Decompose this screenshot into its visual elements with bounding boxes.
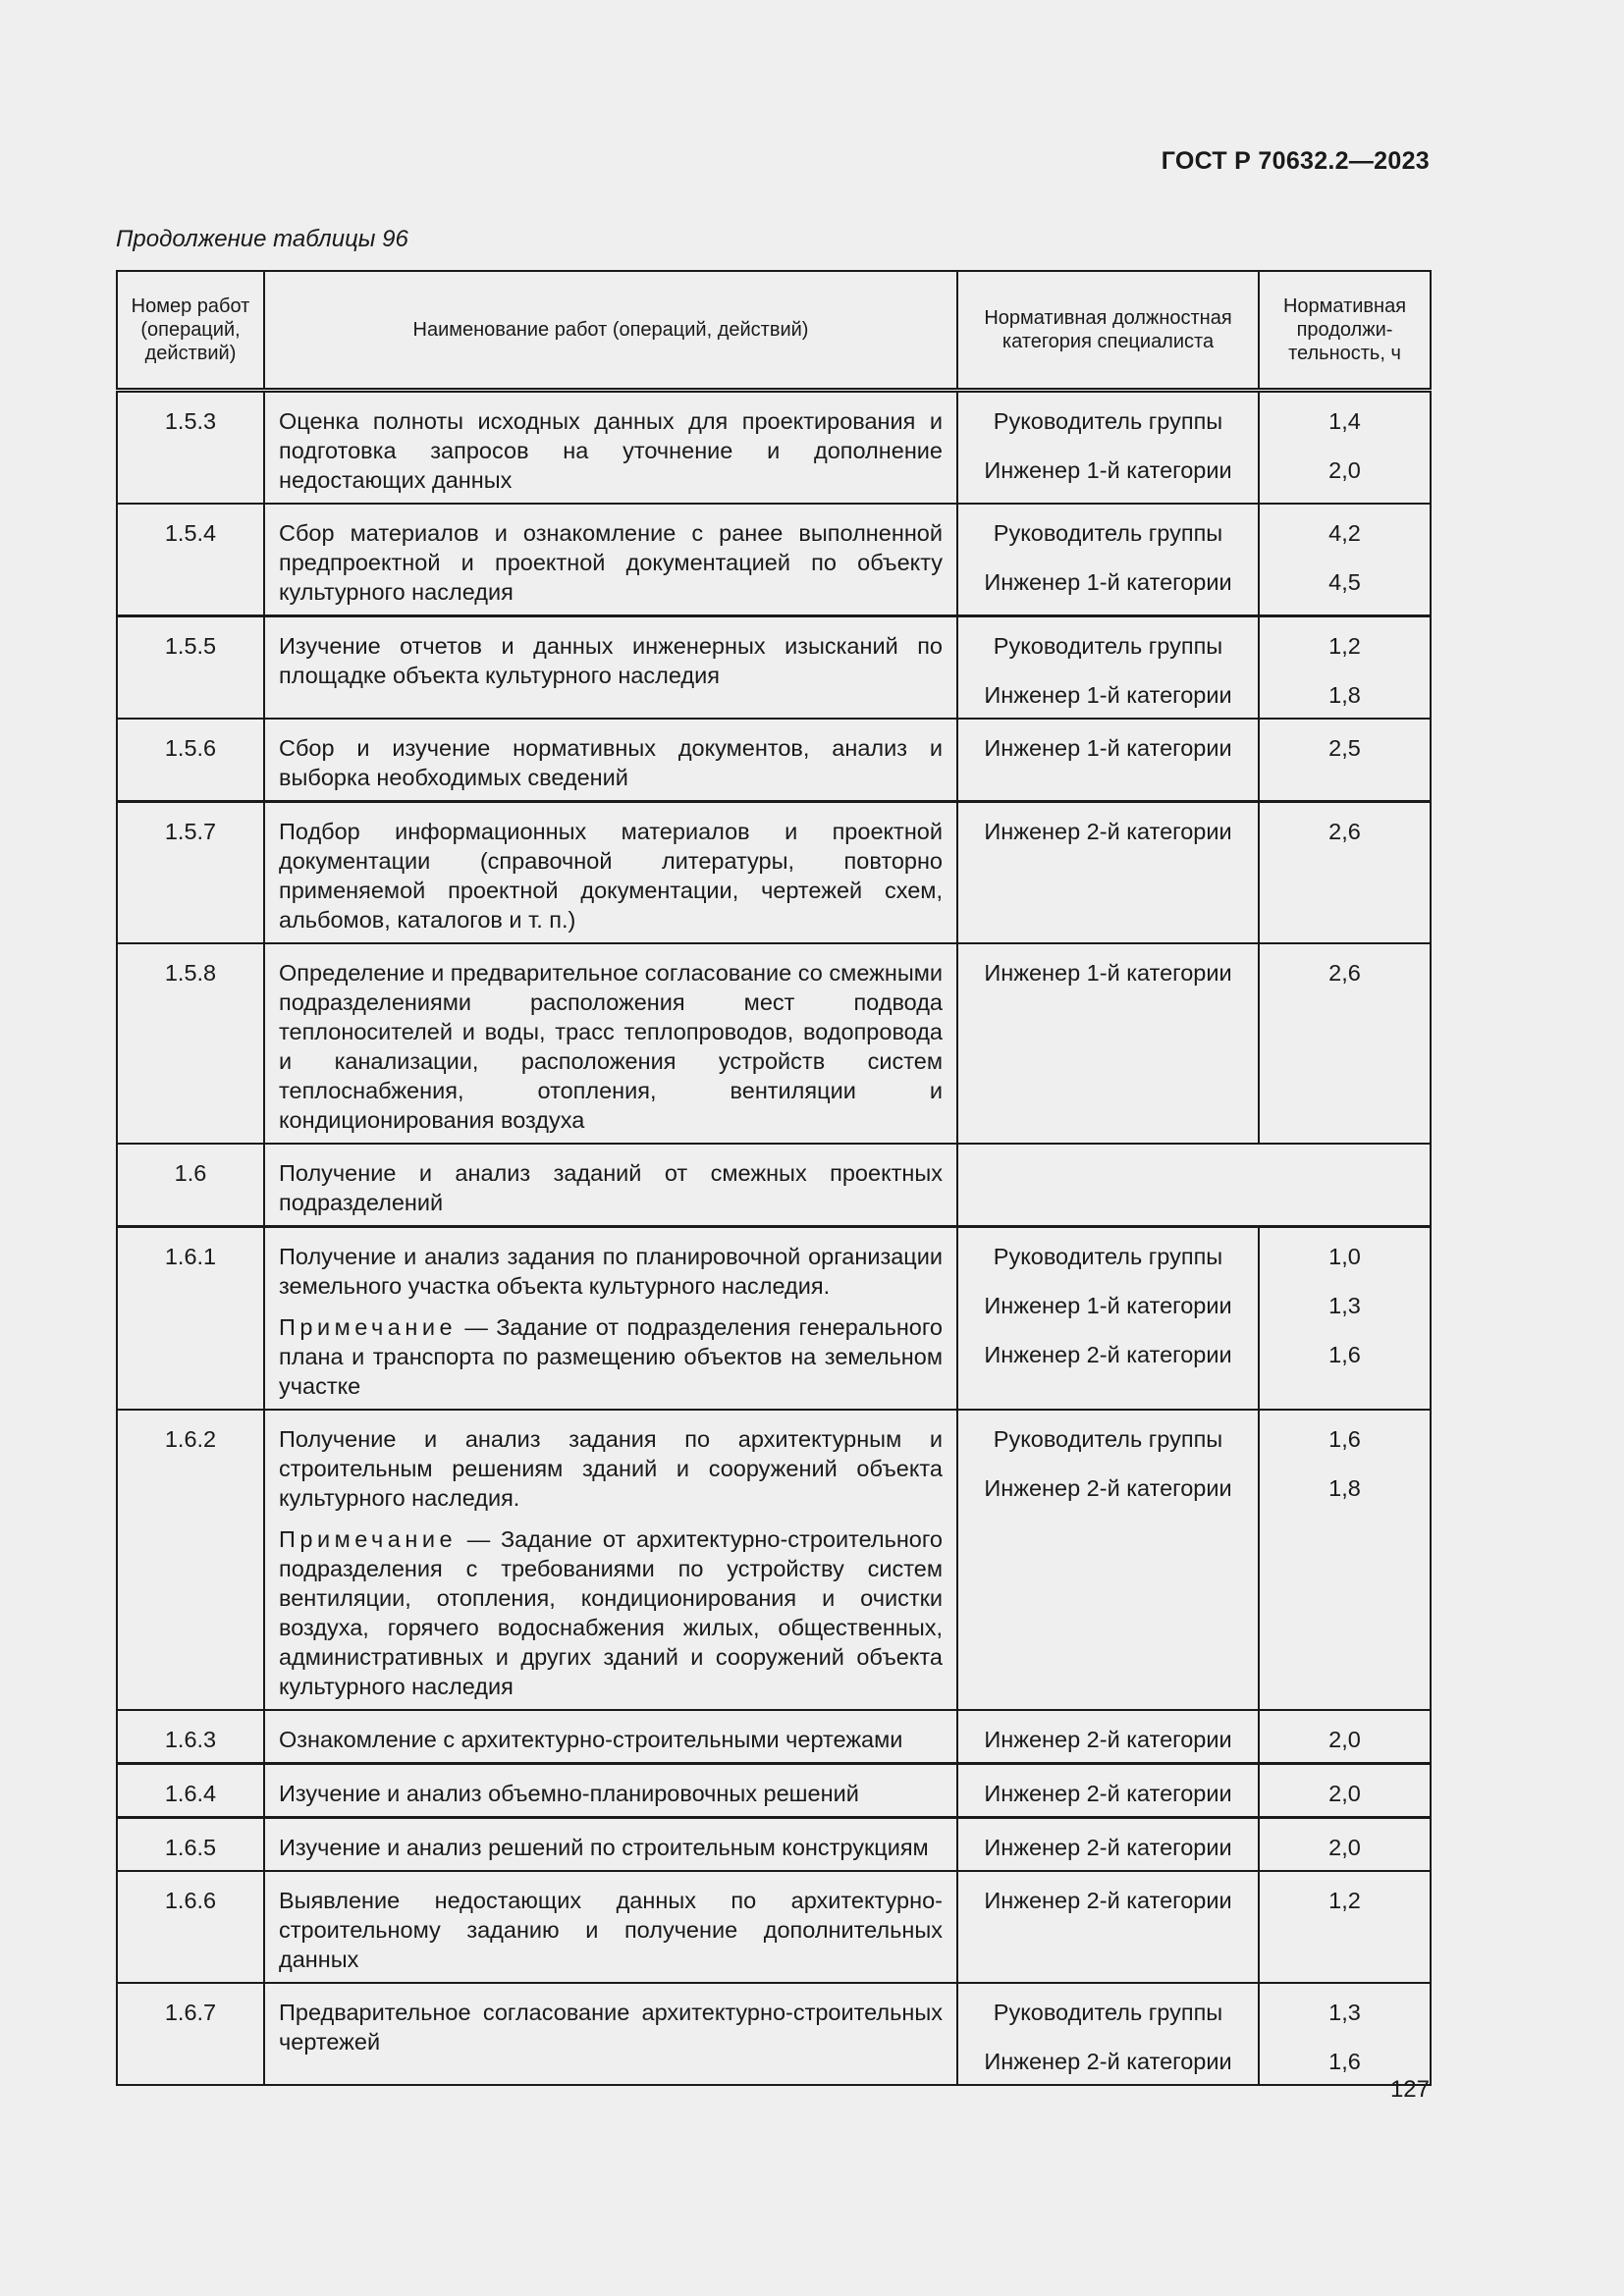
row-category: [957, 1710, 1259, 1764]
row-name: Изучение и анализ решений по строительным конструкциям: [264, 1818, 957, 1872]
row-name-text: Получение и анализ задания по планировочной организации земельного участка объекта культурного наследия.: [279, 1244, 943, 1299]
table-row: [117, 802, 1431, 944]
row-category: [957, 1227, 1259, 1411]
row-number: 1.5.6: [117, 719, 264, 802]
duration-item: 1,2: [1328, 633, 1361, 659]
category-item: Руководитель группы: [993, 520, 1223, 546]
category-item: Инженер 2-й категории: [984, 1835, 1232, 1860]
table-row: [117, 391, 1431, 505]
duration-item: 2,0: [1328, 1835, 1361, 1860]
duration-item: 1,4: [1328, 408, 1361, 434]
table-row: [117, 1764, 1431, 1818]
duration-item: 1,6: [1328, 1426, 1361, 1452]
note-label: Примечание: [279, 1314, 458, 1340]
category-item: Инженер 2-й категории: [984, 1727, 1232, 1752]
row-duration: [1259, 1410, 1431, 1710]
table-caption: Продолжение таблицы 96: [116, 226, 408, 252]
row-name: Сбор и изучение нормативных документов, анализ и выборка необходимых сведений: [264, 719, 957, 802]
row-category: [957, 943, 1259, 1144]
category-item: Инженер 2-й категории: [984, 1781, 1232, 1806]
table-row: [117, 616, 1431, 720]
row-name: Выявление недостающих данных по архитектурно-строительному заданию и получение дополнительных данных: [264, 1871, 957, 1983]
header-duration: Нормативная продолжи-тельность, ч: [1259, 271, 1431, 391]
row-number: 1.6.3: [117, 1710, 264, 1764]
table-row: [117, 1710, 1431, 1764]
row-duration: [1259, 1818, 1431, 1872]
category-item: Руководитель группы: [993, 408, 1223, 434]
row-duration: [1259, 719, 1431, 802]
row-name: [264, 1410, 957, 1710]
row-name: Сбор материалов и ознакомление с ранее выполненной предпроектной и проектной документацией по объекту культурного наследия: [264, 504, 957, 616]
row-note: [279, 1524, 943, 1701]
duration-item: 2,0: [1328, 1727, 1361, 1752]
row-duration: [1259, 504, 1431, 616]
row-number: 1.5.3: [117, 391, 264, 505]
row-name: [264, 1227, 957, 1411]
row-number: 1.6.1: [117, 1227, 264, 1411]
note-text: — Задание от архитектурно-строительного подразделения с требованиями по устройству систем вентиляции, отопления, кондиционирования и очистки воздуха, горячего водоснабжения жилых, общественных, административных и других зданий и сооружений объекта культурного наследия: [279, 1526, 943, 1699]
row-category: [957, 802, 1259, 944]
row-category: [957, 616, 1259, 720]
row-name: Ознакомление с архитектурно-строительными чертежами: [264, 1710, 957, 1764]
table-header-row: [117, 271, 1431, 391]
row-duration: [1259, 943, 1431, 1144]
row-number: 1.5.5: [117, 616, 264, 720]
row-category: [957, 1818, 1259, 1872]
row-name: Оценка полноты исходных данных для проектирования и подготовка запросов на уточнение и дополнение недостающих данных: [264, 391, 957, 505]
row-number: 1.5.8: [117, 943, 264, 1144]
header-number: Номер работ (операций, действий): [117, 271, 264, 391]
row-category: [957, 719, 1259, 802]
category-item: Инженер 2-й категории: [984, 1475, 1232, 1501]
row-category: [957, 1410, 1259, 1710]
row-empty-cell: [957, 1144, 1431, 1227]
category-item: Инженер 2-й категории: [984, 2049, 1232, 2074]
category-item: Руководитель группы: [993, 2000, 1223, 2025]
row-number: 1.6.4: [117, 1764, 264, 1818]
duration-item: 1,8: [1328, 1475, 1361, 1501]
table-row: [117, 1983, 1431, 2085]
table-row: [117, 1818, 1431, 1872]
row-number: 1.5.4: [117, 504, 264, 616]
duration-item: 4,5: [1328, 569, 1361, 595]
category-item: Инженер 1-й категории: [984, 960, 1232, 986]
document-code: ГОСТ Р 70632.2—2023: [1161, 147, 1430, 175]
row-duration: [1259, 802, 1431, 944]
duration-item: 2,6: [1328, 960, 1361, 986]
category-item: Инженер 1-й категории: [984, 682, 1232, 708]
duration-item: 1,6: [1328, 1342, 1361, 1367]
row-name-text: Получение и анализ задания по архитектурным и строительным решениям зданий и сооружений объекта культурного наследия.: [279, 1426, 943, 1511]
row-name: Определение и предварительное согласование со смежными подразделениями расположения мест подвода теплоносителей и воды, трасс теплопроводов, водопровода и канализации, расположения устройств систем теплоснабжения, отопления, вентиляции и кондиционирования воздуха: [264, 943, 957, 1144]
category-item: Руководитель группы: [993, 633, 1223, 659]
category-item: Инженер 1-й категории: [984, 457, 1232, 483]
row-duration: [1259, 616, 1431, 720]
table-row: [117, 1410, 1431, 1710]
table-section-row: [117, 1144, 1431, 1227]
row-number: 1.6.7: [117, 1983, 264, 2085]
row-category: [957, 1983, 1259, 2085]
category-item: Руководитель группы: [993, 1244, 1223, 1269]
row-number: 1.6.2: [117, 1410, 264, 1710]
row-duration: [1259, 1764, 1431, 1818]
row-category: [957, 1764, 1259, 1818]
duration-item: 2,0: [1328, 457, 1361, 483]
row-category: [957, 504, 1259, 616]
row-name: Получение и анализ заданий от смежных проектных подразделений: [264, 1144, 957, 1227]
page-number: 127: [1389, 2076, 1430, 2103]
category-item: Инженер 1-й категории: [984, 1293, 1232, 1318]
note-text: — Задание от подразделения генерального плана и транспорта по размещению объектов на земельном участке: [279, 1314, 943, 1399]
row-duration: [1259, 1871, 1431, 1983]
category-item: Инженер 2-й категории: [984, 1888, 1232, 1913]
duration-item: 4,2: [1328, 520, 1361, 546]
row-duration: [1259, 391, 1431, 505]
header-name: Наименование работ (операций, действий): [264, 271, 957, 391]
row-number: 1.6: [117, 1144, 264, 1227]
duration-item: 1,3: [1328, 1293, 1361, 1318]
table-row: [117, 943, 1431, 1144]
table-row: [117, 719, 1431, 802]
row-name: Изучение отчетов и данных инженерных изысканий по площадке объекта культурного наследия: [264, 616, 957, 720]
duration-item: 2,6: [1328, 819, 1361, 844]
table-row: [117, 1227, 1431, 1411]
row-name: Предварительное согласование архитектурно-строительных чертежей: [264, 1983, 957, 2085]
category-item: Инженер 2-й категории: [984, 819, 1232, 844]
row-number: 1.6.5: [117, 1818, 264, 1872]
duration-item: 2,5: [1328, 735, 1361, 761]
duration-item: 1,3: [1328, 2000, 1361, 2025]
row-category: [957, 1871, 1259, 1983]
category-item: Инженер 2-й категории: [984, 1342, 1232, 1367]
category-item: Руководитель группы: [993, 1426, 1223, 1452]
duration-item: 1,0: [1328, 1244, 1361, 1269]
note-label: Примечание: [279, 1526, 458, 1552]
work-table: [116, 270, 1432, 2086]
table-row: [117, 504, 1431, 616]
row-note: [279, 1312, 943, 1401]
duration-item: 1,2: [1328, 1888, 1361, 1913]
table-row: [117, 1871, 1431, 1983]
row-number: 1.6.6: [117, 1871, 264, 1983]
row-number: 1.5.7: [117, 802, 264, 944]
duration-item: 2,0: [1328, 1781, 1361, 1806]
row-duration: [1259, 1983, 1431, 2085]
header-category: Нормативная должностная категория специалиста: [957, 271, 1259, 391]
category-item: Инженер 1-й категории: [984, 735, 1232, 761]
duration-item: 1,8: [1328, 682, 1361, 708]
duration-item: 1,6: [1328, 2049, 1361, 2074]
row-name: Подбор информационных материалов и проектной документации (справочной литературы, повторно применяемой проектной документации, чертежей схем, альбомов, каталогов и т. п.): [264, 802, 957, 944]
row-name: Изучение и анализ объемно-планировочных решений: [264, 1764, 957, 1818]
category-item: Инженер 1-й категории: [984, 569, 1232, 595]
row-duration: [1259, 1227, 1431, 1411]
row-duration: [1259, 1710, 1431, 1764]
row-category: [957, 391, 1259, 505]
